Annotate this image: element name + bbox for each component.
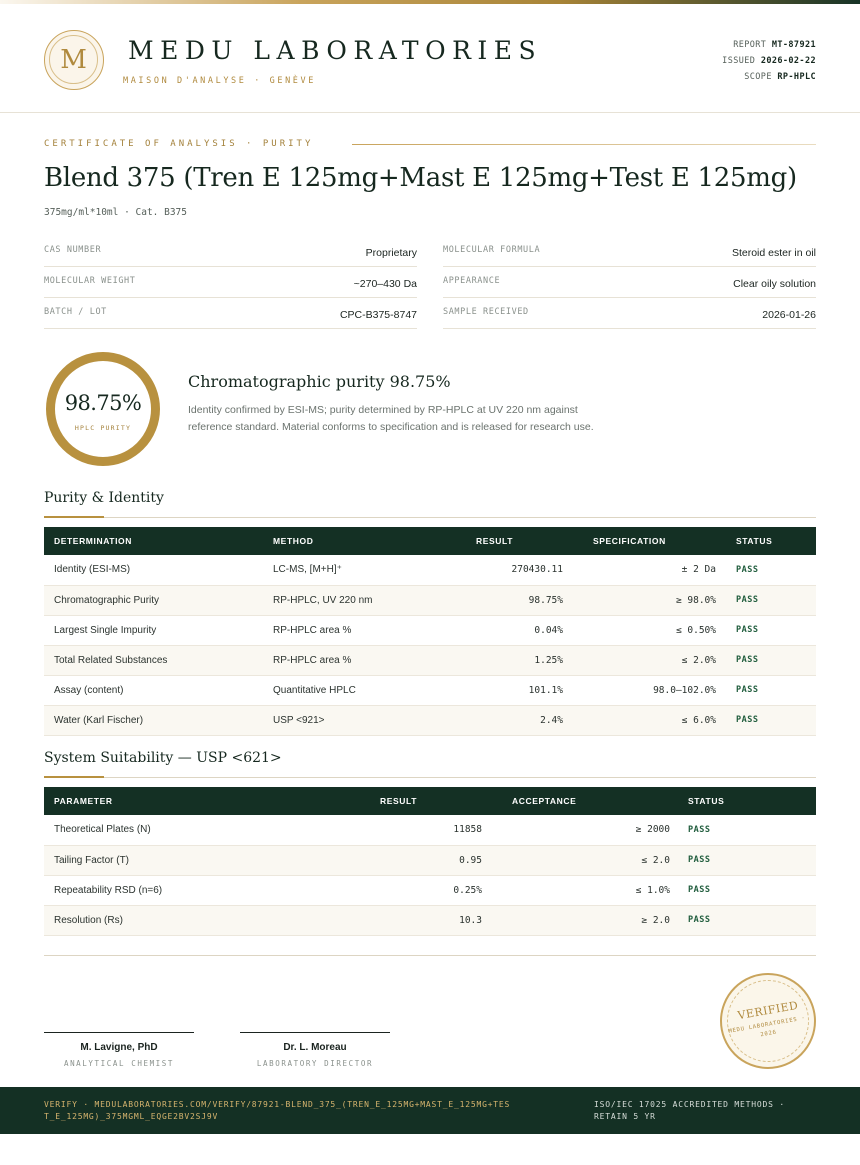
signature-divider — [44, 955, 816, 956]
cell-result: 2.4% — [540, 714, 563, 726]
cell-result: 0.04% — [534, 624, 563, 636]
property-row — [443, 236, 816, 267]
status-badge: PASS — [736, 715, 759, 725]
cell-specification: 98.0–102.0% — [653, 684, 716, 696]
cell-parameter: Theoretical Plates (N) — [54, 824, 151, 836]
cell-result: 0.25% — [453, 884, 482, 896]
cell-acceptance: ≥ 2.0 — [641, 914, 670, 926]
cell-method: RP-HPLC, UV 220 nm — [273, 594, 373, 606]
cell-method: RP-HPLC area % — [273, 624, 352, 636]
scope-line: SCOPE RP-HPLC — [744, 72, 816, 82]
cell-result: 270430.11 — [511, 564, 563, 576]
table-row — [44, 905, 816, 935]
cell-method: LC-MS, [M+H]⁺ — [273, 564, 342, 576]
cell-result: 11858 — [453, 824, 482, 836]
table-row — [44, 875, 816, 905]
signatory-role: ANALYTICAL CHEMIST — [63, 1059, 175, 1068]
table-row — [44, 675, 816, 705]
status-badge: PASS — [688, 915, 711, 925]
seal-sub-text: MEDU LABORATORIES · 2026 — [728, 1015, 807, 1039]
purity-ring — [46, 352, 160, 466]
purity-table — [44, 527, 816, 736]
eyebrow-rule — [352, 144, 816, 145]
report-meta — [722, 37, 816, 85]
cell-acceptance: ≤ 1.0% — [635, 884, 670, 896]
verify-link[interactable]: VERIFY · MEDULABORATORIES.COM/VERIFY/87921-BLEND_375_(TREN_E_125MG+MAST_E_125MG+TEST_E_125MG)_375MGML_EQGE2BV2SJ9V — [44, 1100, 511, 1121]
accreditation-note: ISO/IEC 17025 ACCREDITED METHODS · RETAIN 5 YR — [594, 1100, 785, 1121]
cell-determination: Identity (ESI-MS) — [54, 564, 131, 576]
cell-result: 98.75% — [528, 594, 563, 606]
footer-bar — [0, 1087, 860, 1134]
column-header: STATUS — [688, 796, 725, 806]
cell-determination: Assay (content) — [54, 684, 124, 696]
cell-result: 0.95 — [459, 854, 482, 866]
cell-specification: ≥ 98.0% — [675, 594, 716, 606]
column-header: SPECIFICATION — [593, 536, 666, 546]
section-accent — [44, 516, 104, 518]
cell-specification: ≤ 6.0% — [681, 714, 716, 726]
purity-description: Identity confirmed by ESI-MS; purity determined by RP-HPLC at UV 220 nm against reference standard. Material conforms to specification and is released for research use. — [188, 404, 594, 433]
table-row — [44, 845, 816, 875]
property-label: MOLECULAR WEIGHT — [44, 276, 136, 286]
status-badge: PASS — [688, 824, 711, 835]
status-badge: PASS — [736, 685, 759, 695]
section-rule — [44, 517, 816, 518]
brand-logo — [44, 30, 104, 90]
suitability-table — [44, 787, 816, 936]
product-subline: 375mg/ml*10ml · Cat. B375 — [44, 207, 187, 218]
cell-specification: ≤ 2.0% — [681, 654, 716, 666]
cell-acceptance: ≤ 2.0 — [641, 854, 670, 866]
signature-block — [240, 1032, 390, 1068]
issued-line: ISSUED 2026-02-22 — [722, 56, 816, 66]
cell-specification: ± 2 Da — [681, 564, 716, 576]
section-rule — [44, 777, 816, 778]
document-eyebrow: CERTIFICATE OF ANALYSIS · PURITY — [44, 139, 314, 149]
status-badge: PASS — [736, 595, 759, 605]
signatory-name: M. Lavigne, PhD — [80, 1042, 158, 1053]
cell-result: 1.25% — [534, 654, 563, 666]
property-row — [443, 267, 816, 298]
cell-determination: Water (Karl Fischer) — [54, 714, 144, 726]
cell-result: 101.1% — [528, 684, 563, 696]
table-header-row — [44, 787, 816, 815]
cell-acceptance: ≥ 2000 — [635, 824, 670, 836]
section-title-purity: Purity & Identity — [44, 490, 164, 506]
cell-parameter: Repeatability RSD (n=6) — [54, 884, 163, 896]
cell-determination: Total Related Substances — [54, 654, 168, 666]
verified-seal — [720, 973, 816, 1069]
property-row — [44, 267, 417, 298]
status-badge: PASS — [736, 625, 759, 635]
cell-parameter: Resolution (Rs) — [54, 914, 123, 926]
cell-determination: Largest Single Impurity — [54, 624, 157, 636]
cell-method: USP <921> — [273, 714, 325, 726]
status-badge: PASS — [736, 655, 759, 665]
property-label: MOLECULAR FORMULA — [443, 245, 541, 255]
section-accent — [44, 776, 104, 778]
signatory-role: LABORATORY DIRECTOR — [256, 1059, 374, 1068]
purity-heading: Chromatographic purity 98.75% — [188, 372, 451, 391]
issued-date: 2026-02-22 — [760, 56, 816, 66]
scope-value: RP-HPLC — [777, 72, 816, 82]
property-label: CAS NUMBER — [44, 245, 102, 255]
property-value: 2026-01-26 — [762, 309, 816, 321]
signature-block — [44, 1032, 194, 1068]
status-badge: PASS — [688, 885, 711, 895]
table-row — [44, 555, 816, 585]
signatory-name: Dr. L. Moreau — [283, 1042, 347, 1053]
cell-result: 10.3 — [459, 914, 482, 926]
column-header: RESULT — [476, 536, 513, 546]
status-badge: PASS — [736, 564, 759, 575]
status-badge: PASS — [688, 855, 711, 865]
table-row — [44, 815, 816, 845]
cell-method: RP-HPLC area % — [273, 654, 352, 666]
brand-tagline: MAISON D'ANALYSE · GENÈVE — [123, 76, 316, 86]
section-title-suitability: System Suitability — USP <621> — [44, 750, 282, 766]
property-label: BATCH / LOT — [44, 307, 107, 317]
table-row — [44, 645, 816, 675]
property-row — [44, 236, 417, 267]
cell-method: Quantitative HPLC — [273, 684, 356, 696]
property-value: Proprietary — [365, 247, 417, 259]
property-value: CPC-B375-8747 — [339, 309, 417, 321]
brand-name: MEDU LABORATORIES — [128, 36, 543, 65]
report-number: MT-87921 — [771, 40, 816, 50]
table-row — [44, 705, 816, 735]
column-header: ACCEPTANCE — [512, 796, 577, 806]
cell-specification: ≤ 0.50% — [675, 624, 716, 636]
report-line: REPORT MT-87921 — [733, 40, 816, 50]
table-row — [44, 585, 816, 615]
logo-letter: M — [49, 35, 98, 84]
property-row — [443, 298, 816, 329]
column-header: STATUS — [736, 536, 773, 546]
seal-verified-text: VERIFIED — [736, 998, 800, 1023]
cell-determination: Chromatographic Purity — [54, 594, 160, 606]
column-header: RESULT — [380, 796, 417, 806]
table-header-row — [44, 527, 816, 555]
property-label: SAMPLE RECEIVED — [443, 307, 529, 317]
purity-ring-label: HPLC PURITY — [74, 424, 132, 432]
property-label: APPEARANCE — [443, 276, 501, 286]
column-header: PARAMETER — [54, 796, 113, 806]
cell-parameter: Tailing Factor (T) — [54, 854, 130, 866]
property-value: Steroid ester in oil — [731, 247, 816, 259]
property-row — [44, 298, 417, 329]
product-title: Blend 375 (Tren E 125mg+Mast E 125mg+Test E 125mg) — [44, 163, 797, 193]
top-accent-bar — [0, 0, 860, 4]
column-header: DETERMINATION — [54, 536, 132, 546]
purity-value: 98.75% — [64, 391, 142, 415]
header-divider — [0, 112, 860, 113]
property-value: Clear oily solution — [733, 278, 816, 290]
column-header: METHOD — [273, 536, 314, 546]
property-value: ~270–430 Da — [353, 278, 417, 290]
table-row — [44, 615, 816, 645]
